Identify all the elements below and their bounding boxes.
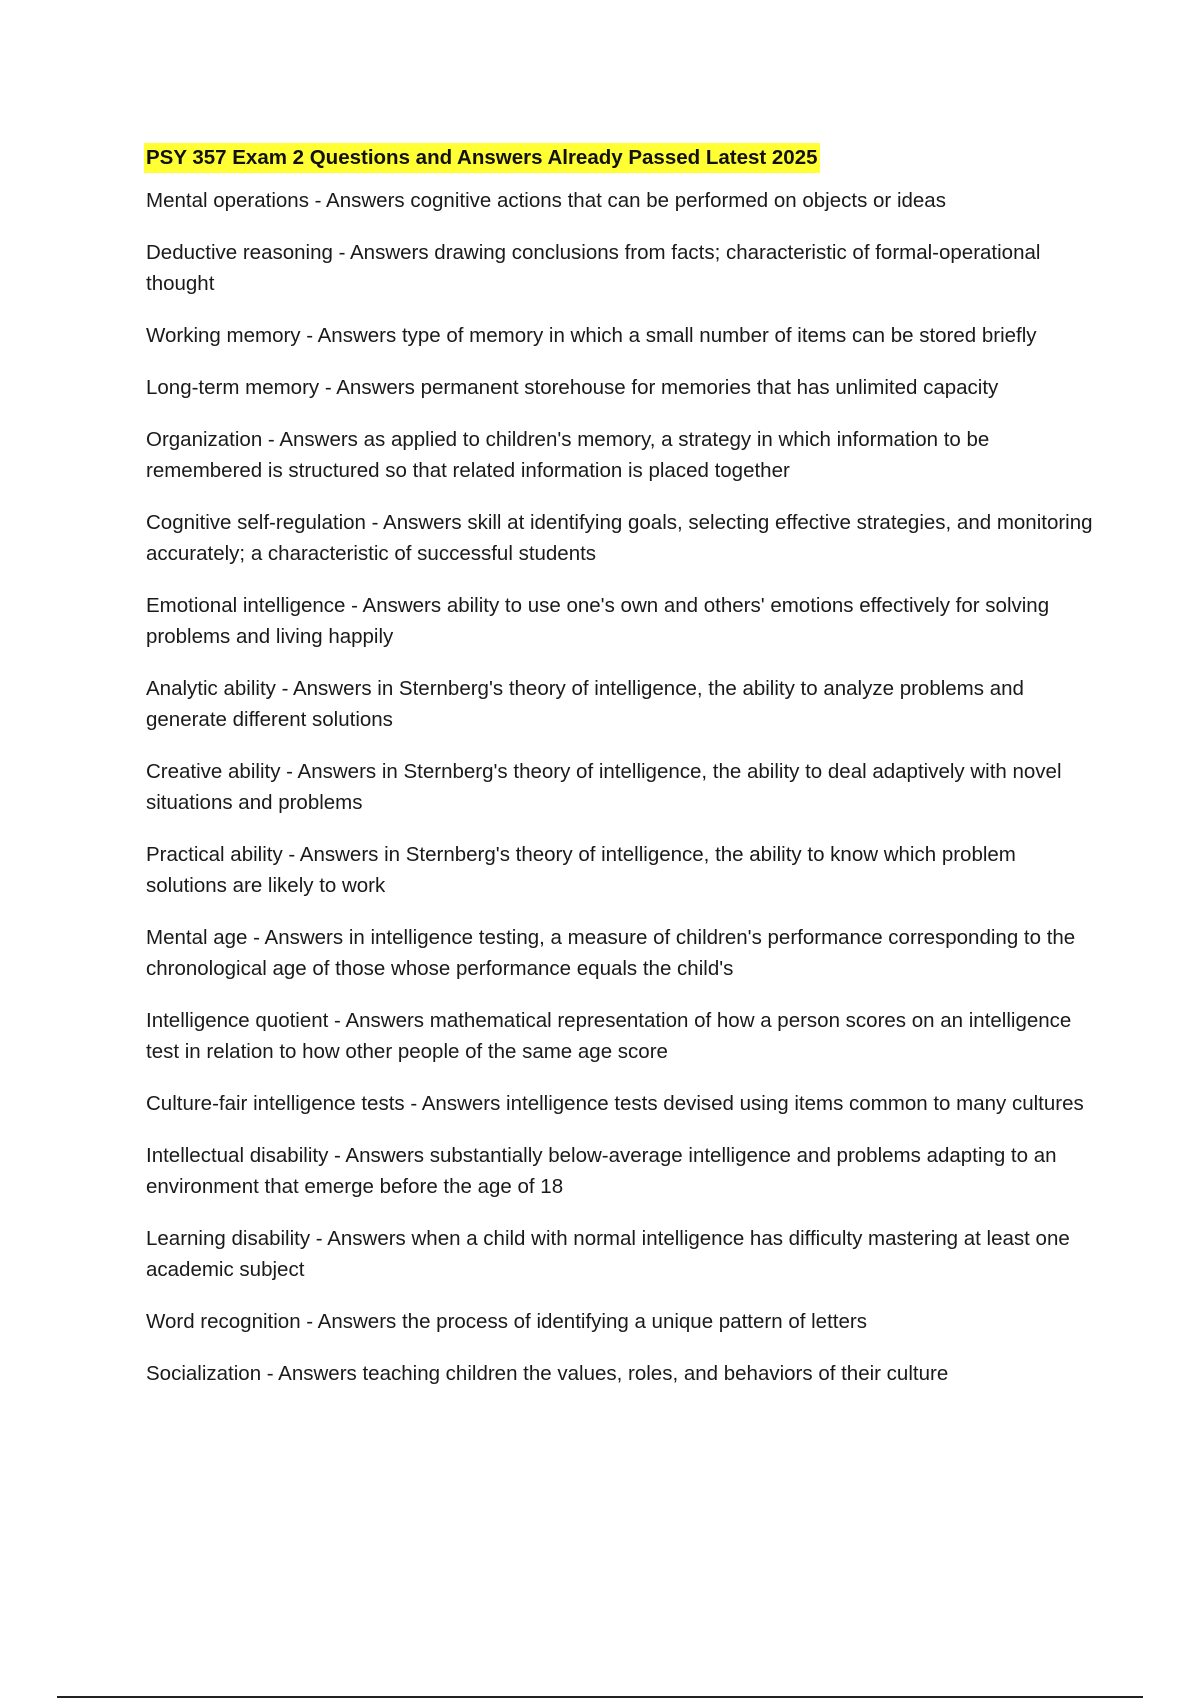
term: Deductive reasoning — [146, 241, 333, 264]
term: Word recognition — [146, 1310, 301, 1333]
qa-entry — [146, 1306, 1096, 1337]
term: Analytic ability — [146, 677, 276, 700]
definition: permanent storehouse for memories that has unlimited capacity — [420, 376, 999, 399]
term: Mental age — [146, 926, 248, 949]
answer-separator: - Answers — [261, 1362, 363, 1385]
document-page — [146, 143, 1096, 1410]
qa-entry — [146, 320, 1096, 351]
qa-entry — [146, 922, 1096, 984]
definition: intelligence tests devised using items common to many cultures — [506, 1092, 1084, 1115]
answer-separator: - Answers — [345, 594, 447, 617]
term: Organization — [146, 428, 263, 451]
footer-divider — [57, 1696, 1143, 1698]
definition: ability to use one's own and others' emotions effectively for solving problems and living happily — [146, 594, 1050, 648]
qa-entry — [146, 1358, 1096, 1389]
answer-separator: - Answers — [404, 1092, 507, 1115]
answer-separator: - Answers — [247, 926, 349, 949]
definition: in Sternberg's theory of intelligence, the ability to know which problem solutions are likely to work — [146, 843, 1016, 897]
definition: as applied to children's memory, a strategy in which information to be remembered is structured so that related information is placed together — [146, 428, 990, 482]
answer-separator: - Answers — [328, 1009, 430, 1032]
answer-separator: - Answers — [275, 677, 378, 700]
definition: in intelligence testing, a measure of children's performance corresponding to the chronological age of those whose performance equals the child's — [146, 926, 1076, 980]
term: Learning disability — [146, 1227, 311, 1250]
answer-separator: - Answers — [365, 511, 468, 534]
answer-separator: - Answers — [262, 428, 364, 451]
document-title: PSY 357 Exam 2 Questions and Answers Already Passed Latest 2025 — [144, 143, 820, 173]
definition: substantially below-average intelligence and problems adapting to an environment that emerge before the age of 18 — [146, 1144, 1057, 1198]
qa-list — [146, 185, 1096, 1389]
qa-entry — [146, 756, 1096, 818]
definition: cognitive actions that can be performed on objects or ideas — [410, 189, 946, 212]
definition: the process of identifying a unique pattern of letters — [401, 1310, 867, 1333]
term: Intelligence quotient — [146, 1009, 329, 1032]
term: Intellectual disability — [146, 1144, 329, 1167]
qa-entry — [146, 424, 1096, 486]
term: Cognitive self-regulation — [146, 511, 366, 534]
qa-entry — [146, 590, 1096, 652]
qa-entry — [146, 673, 1096, 735]
answer-separator: - Answers — [282, 843, 385, 866]
answer-separator: - Answers — [319, 376, 421, 399]
answer-separator: - Answers — [332, 241, 435, 264]
definition: type of memory in which a small number of items can be stored briefly — [401, 324, 1037, 347]
term: Working memory — [146, 324, 301, 347]
qa-entry — [146, 185, 1096, 216]
definition: in Sternberg's theory of intelligence, the ability to analyze problems and generate different solutions — [146, 677, 1024, 731]
answer-separator: - Answers — [308, 189, 411, 212]
term: Emotional intelligence — [146, 594, 346, 617]
definition: teaching children the values, roles, and behaviors of their culture — [362, 1362, 949, 1385]
qa-entry — [146, 1223, 1096, 1285]
term: Socialization — [146, 1362, 262, 1385]
answer-separator: - Answers — [300, 324, 402, 347]
term: Practical ability — [146, 843, 283, 866]
definition: when a child with normal intelligence has difficulty mastering at least one academic subject — [146, 1227, 1070, 1281]
term: Long-term memory — [146, 376, 320, 399]
qa-entry — [146, 1005, 1096, 1067]
answer-separator: - Answers — [300, 1310, 402, 1333]
term: Mental operations — [146, 189, 309, 212]
answer-separator: - Answers — [280, 760, 382, 783]
definition: in Sternberg's theory of intelligence, the ability to deal adaptively with novel situations and problems — [146, 760, 1062, 814]
answer-separator: - Answers — [310, 1227, 412, 1250]
qa-entry — [146, 237, 1096, 299]
qa-entry — [146, 507, 1096, 569]
qa-entry — [146, 1140, 1096, 1202]
term: Culture-fair intelligence tests — [146, 1092, 405, 1115]
qa-entry — [146, 372, 1096, 403]
definition: drawing conclusions from facts; characteristic of formal-operational thought — [146, 241, 1041, 295]
qa-entry — [146, 839, 1096, 901]
term: Creative ability — [146, 760, 281, 783]
answer-separator: - Answers — [328, 1144, 430, 1167]
definition: skill at identifying goals, selecting effective strategies, and monitoring accurately; a characteristic of successful students — [146, 511, 1093, 565]
qa-entry — [146, 1088, 1096, 1119]
definition: mathematical representation of how a person scores on an intelligence test in relation to how other people of the same age score — [146, 1009, 1072, 1063]
